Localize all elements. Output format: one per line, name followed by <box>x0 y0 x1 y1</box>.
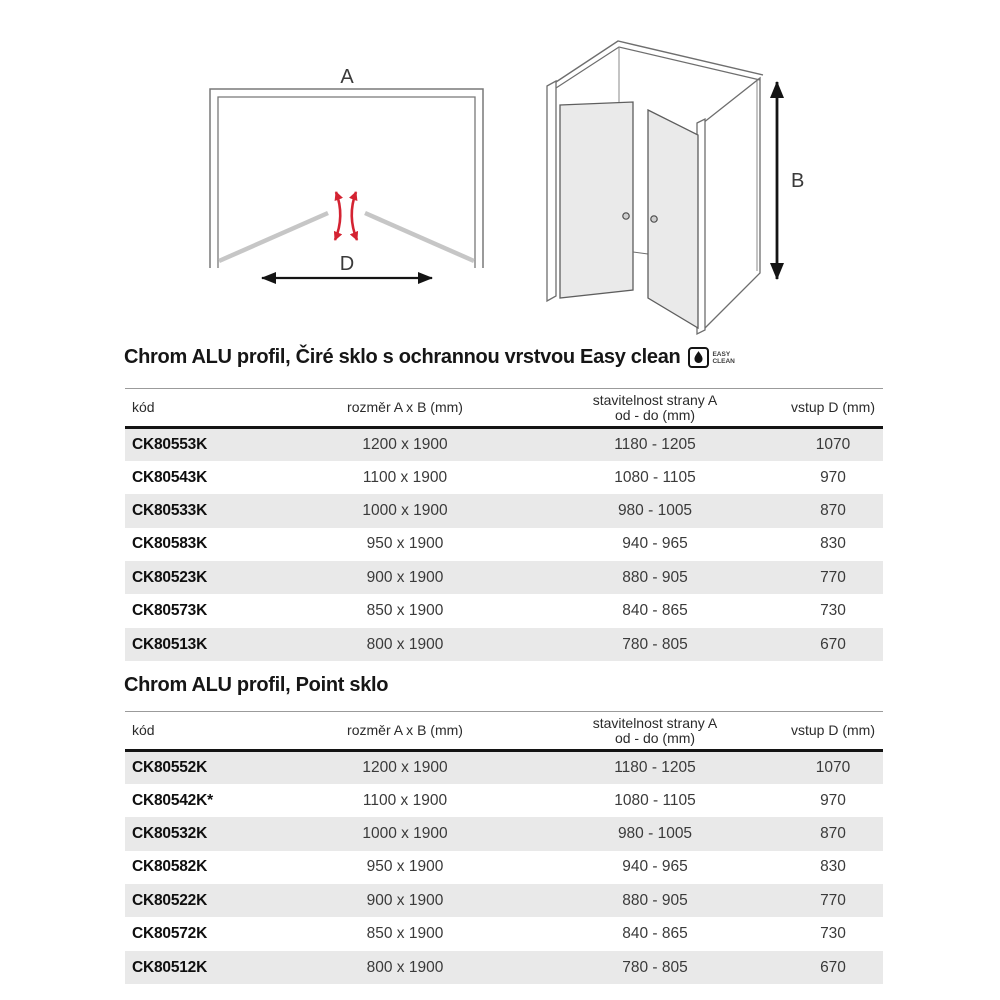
section-title-text: Chrom ALU profil, Point sklo <box>124 674 389 696</box>
table-row <box>125 751 883 784</box>
dimension-d-label: D <box>339 253 355 275</box>
easy-clean-badge <box>688 347 734 368</box>
header-row <box>125 389 883 428</box>
size-cell: 900 x 1900 <box>366 891 444 909</box>
size-cell: 1000 x 1900 <box>362 824 448 842</box>
top-beam-outer <box>556 41 763 82</box>
range-cell: 980 - 1005 <box>617 824 693 842</box>
entry-cell: 870 <box>820 501 846 519</box>
size-cell: 850 x 1900 <box>366 602 444 620</box>
size-cell: 1100 x 1900 <box>362 468 448 486</box>
size-cell: 800 x 1900 <box>366 635 444 653</box>
size-cell: 950 x 1900 <box>366 535 444 553</box>
col-header-code: kód <box>132 722 155 738</box>
table-row <box>125 884 883 917</box>
section-title-point-sklo <box>124 674 388 697</box>
door-panel-right-line <box>365 213 474 261</box>
table-row <box>125 817 883 850</box>
range-cell: 880 - 905 <box>622 891 688 909</box>
entry-cell: 730 <box>820 602 846 620</box>
entry-cell: 670 <box>820 635 846 653</box>
size-cell: 850 x 1900 <box>366 925 444 943</box>
range-cell: 1080 - 1105 <box>614 791 696 809</box>
code-cell: CK80523K <box>132 568 208 586</box>
col-header-code: kód <box>132 399 155 415</box>
entry-cell: 730 <box>820 925 846 943</box>
size-cell: 1000 x 1900 <box>362 501 448 519</box>
section-title-easy-clean <box>124 346 735 369</box>
side-wall-panel <box>703 78 760 330</box>
door-panel-left <box>560 102 633 298</box>
size-cell: 1200 x 1900 <box>362 435 448 453</box>
door-panel-left-line <box>219 213 328 261</box>
code-cell: CK80532K <box>132 824 208 842</box>
water-drop-icon <box>688 347 709 368</box>
entry-cell: 770 <box>820 891 846 909</box>
code-cell: CK80522K <box>132 891 208 909</box>
size-cell: 1200 x 1900 <box>362 758 448 776</box>
size-cell: 900 x 1900 <box>366 568 444 586</box>
table-row <box>125 951 883 984</box>
range-cell: 1180 - 1205 <box>614 758 696 776</box>
code-cell: CK80543K <box>132 468 208 486</box>
table-row <box>125 851 883 884</box>
size-cell: 800 x 1900 <box>366 958 444 976</box>
range-cell: 1180 - 1205 <box>614 435 696 453</box>
header-row <box>125 712 883 751</box>
range-cell: 840 - 865 <box>622 925 688 943</box>
code-cell: CK80553K <box>132 435 208 453</box>
range-cell: 1080 - 1105 <box>614 468 696 486</box>
left-wall-profile <box>547 81 556 301</box>
table-row <box>125 461 883 494</box>
entry-cell: 1070 <box>815 435 851 453</box>
col-header-range: stavitelnost strany A od - do (mm) <box>592 391 718 423</box>
perspective-diagram <box>535 28 820 343</box>
code-cell: CK80513K <box>132 635 208 653</box>
front-view-diagram <box>195 60 495 290</box>
col-header-size: rozměr A x B (mm) <box>347 399 463 415</box>
table-row <box>125 917 883 950</box>
entry-cell: 670 <box>820 958 846 976</box>
swing-arrow-right-icon <box>352 192 357 240</box>
code-cell: CK80512K <box>132 958 208 976</box>
range-cell: 980 - 1005 <box>617 501 693 519</box>
range-cell: 780 - 805 <box>622 958 688 976</box>
col-header-entry: vstup D (mm) <box>791 399 875 415</box>
entry-cell: 1070 <box>815 758 851 776</box>
code-cell: CK80583K <box>132 535 208 553</box>
col-header-range: stavitelnost strany A od - do (mm) <box>592 714 718 746</box>
code-cell: CK80552K <box>132 758 208 776</box>
entry-cell: 830 <box>820 858 846 876</box>
code-cell: CK80572K <box>132 925 208 943</box>
frame-outer-outline <box>210 89 483 268</box>
entry-cell: 830 <box>820 535 846 553</box>
code-cell: CK80573K <box>132 602 208 620</box>
door-knob-right-icon <box>651 216 657 222</box>
entry-cell: 970 <box>820 468 846 486</box>
col-header-entry: vstup D (mm) <box>791 722 875 738</box>
table-row <box>125 561 883 594</box>
code-cell: CK80533K <box>132 501 208 519</box>
range-cell: 780 - 805 <box>622 635 688 653</box>
entry-cell: 970 <box>820 791 846 809</box>
table-row <box>125 594 883 627</box>
door-knob-left-icon <box>623 213 629 219</box>
spec-table-point-sklo <box>125 711 883 984</box>
code-cell: CK80542K* <box>132 791 213 809</box>
spec-table-easy-clean <box>125 388 883 661</box>
entry-cell: 870 <box>820 824 846 842</box>
range-cell: 940 - 965 <box>622 858 688 876</box>
size-cell: 950 x 1900 <box>366 858 444 876</box>
range-cell: 880 - 905 <box>622 568 688 586</box>
easy-clean-badge-text: EASY CLEAN <box>712 350 735 365</box>
table-row <box>125 784 883 817</box>
size-cell: 1100 x 1900 <box>362 791 448 809</box>
table-row <box>125 528 883 561</box>
swing-arrow-left-icon <box>335 192 340 240</box>
bottom-sill-edge <box>633 252 648 254</box>
col-header-size: rozměr A x B (mm) <box>347 722 463 738</box>
table-row <box>125 628 883 661</box>
table-row <box>125 428 883 461</box>
code-cell: CK80582K <box>132 858 208 876</box>
table-row <box>125 494 883 527</box>
section-title-text: Chrom ALU profil, Čiré sklo s ochrannou vrstvou Easy clean <box>124 346 681 368</box>
range-cell: 940 - 965 <box>622 535 688 553</box>
entry-cell: 770 <box>820 568 846 586</box>
dimension-b-label: B <box>791 170 805 192</box>
range-cell: 840 - 865 <box>622 602 688 620</box>
dimension-a-label: A <box>340 66 354 88</box>
